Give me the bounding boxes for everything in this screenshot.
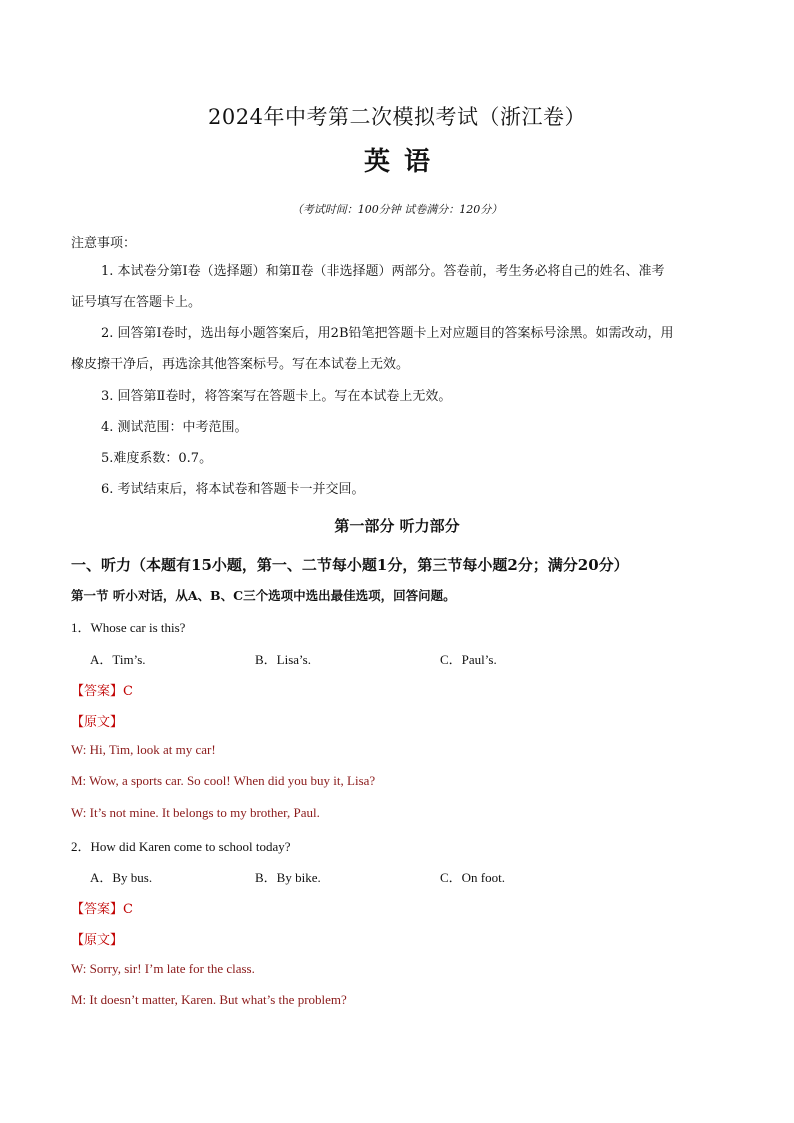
- notice-title: 注意事项：: [71, 236, 137, 251]
- notice-item-2-line-1: 2. 回答第Ⅰ卷时，选出每小题答案后，用2B铅笔把答题卡上对应题目的答案标号涂黑。如需改动，用: [101, 326, 674, 341]
- part-title: 第一部分 听力部分: [334, 517, 460, 535]
- question-1-option-c: C．Paul’s.: [440, 652, 497, 667]
- question-1-option-a: A．Tim’s.: [90, 652, 146, 667]
- question-2: 2．How did Karen come to school today?: [71, 839, 291, 854]
- question-2-option-a: A．By bus.: [90, 870, 153, 885]
- question-2-answer: 【答案】C: [71, 902, 133, 917]
- question-1-transcript-line-2: M: Wow, a sports car. So cool! When did you buy it, Lisa?: [71, 773, 376, 788]
- question-1-transcript-line-3: W: It’s not mine. It belongs to my brother, Paul.: [71, 805, 320, 820]
- notice-item-5: 5.难度系数：0.7。: [101, 451, 213, 466]
- notice-item-1-line-1: 1. 本试卷分第Ⅰ卷（选择题）和第Ⅱ卷（非选择题）两部分。答卷前，考生务必将自己的姓名、准考: [101, 264, 665, 279]
- section-subtitle: 第一节 听小对话，从A、B、C三个选项中选出最佳选项，回答问题。: [71, 588, 456, 603]
- question-1-option-b: B．Lisa’s.: [255, 652, 311, 667]
- subject-title: 英语: [363, 147, 444, 177]
- question-2-option-b: B．By bike.: [255, 870, 321, 885]
- notice-item-6: 6. 考试结束后，将本试卷和答题卡一并交回。: [101, 482, 365, 497]
- question-2-option-c: C．On foot.: [440, 870, 506, 885]
- notice-item-2-line-2: 橡皮擦干净后，再选涂其他答案标号。写在本试卷上无效。: [71, 357, 410, 372]
- question-1-transcript-line-1: W: Hi, Tim, look at my car!: [71, 742, 216, 757]
- notice-item-1-line-2: 证号填写在答题卡上。: [71, 295, 202, 310]
- question-1: 1．Whose car is this?: [71, 620, 186, 635]
- question-2-transcript-label: 【原文】: [71, 933, 124, 948]
- question-2-transcript-line-2: M: It doesn’t matter, Karen. But what’s the problem?: [71, 992, 347, 1007]
- question-1-answer: 【答案】C: [71, 684, 133, 699]
- question-2-transcript-line-1: W: Sorry, sir! I’m late for the class.: [71, 961, 255, 976]
- notice-item-3: 3. 回答第Ⅱ卷时，将答案写在答题卡上。写在本试卷上无效。: [101, 389, 452, 404]
- notice-item-4: 4. 测试范围：中考范围。: [101, 420, 248, 435]
- exam-info: （考试时间：100分钟 试卷满分：120分）: [291, 203, 503, 216]
- page-title: 2024年中考第二次模拟考试（浙江卷）: [208, 105, 586, 129]
- question-1-transcript-label: 【原文】: [71, 715, 124, 730]
- section-title: 一、听力（本题有15小题，第一、二节每小题1分，第三节每小题2分；满分20分）: [71, 556, 629, 574]
